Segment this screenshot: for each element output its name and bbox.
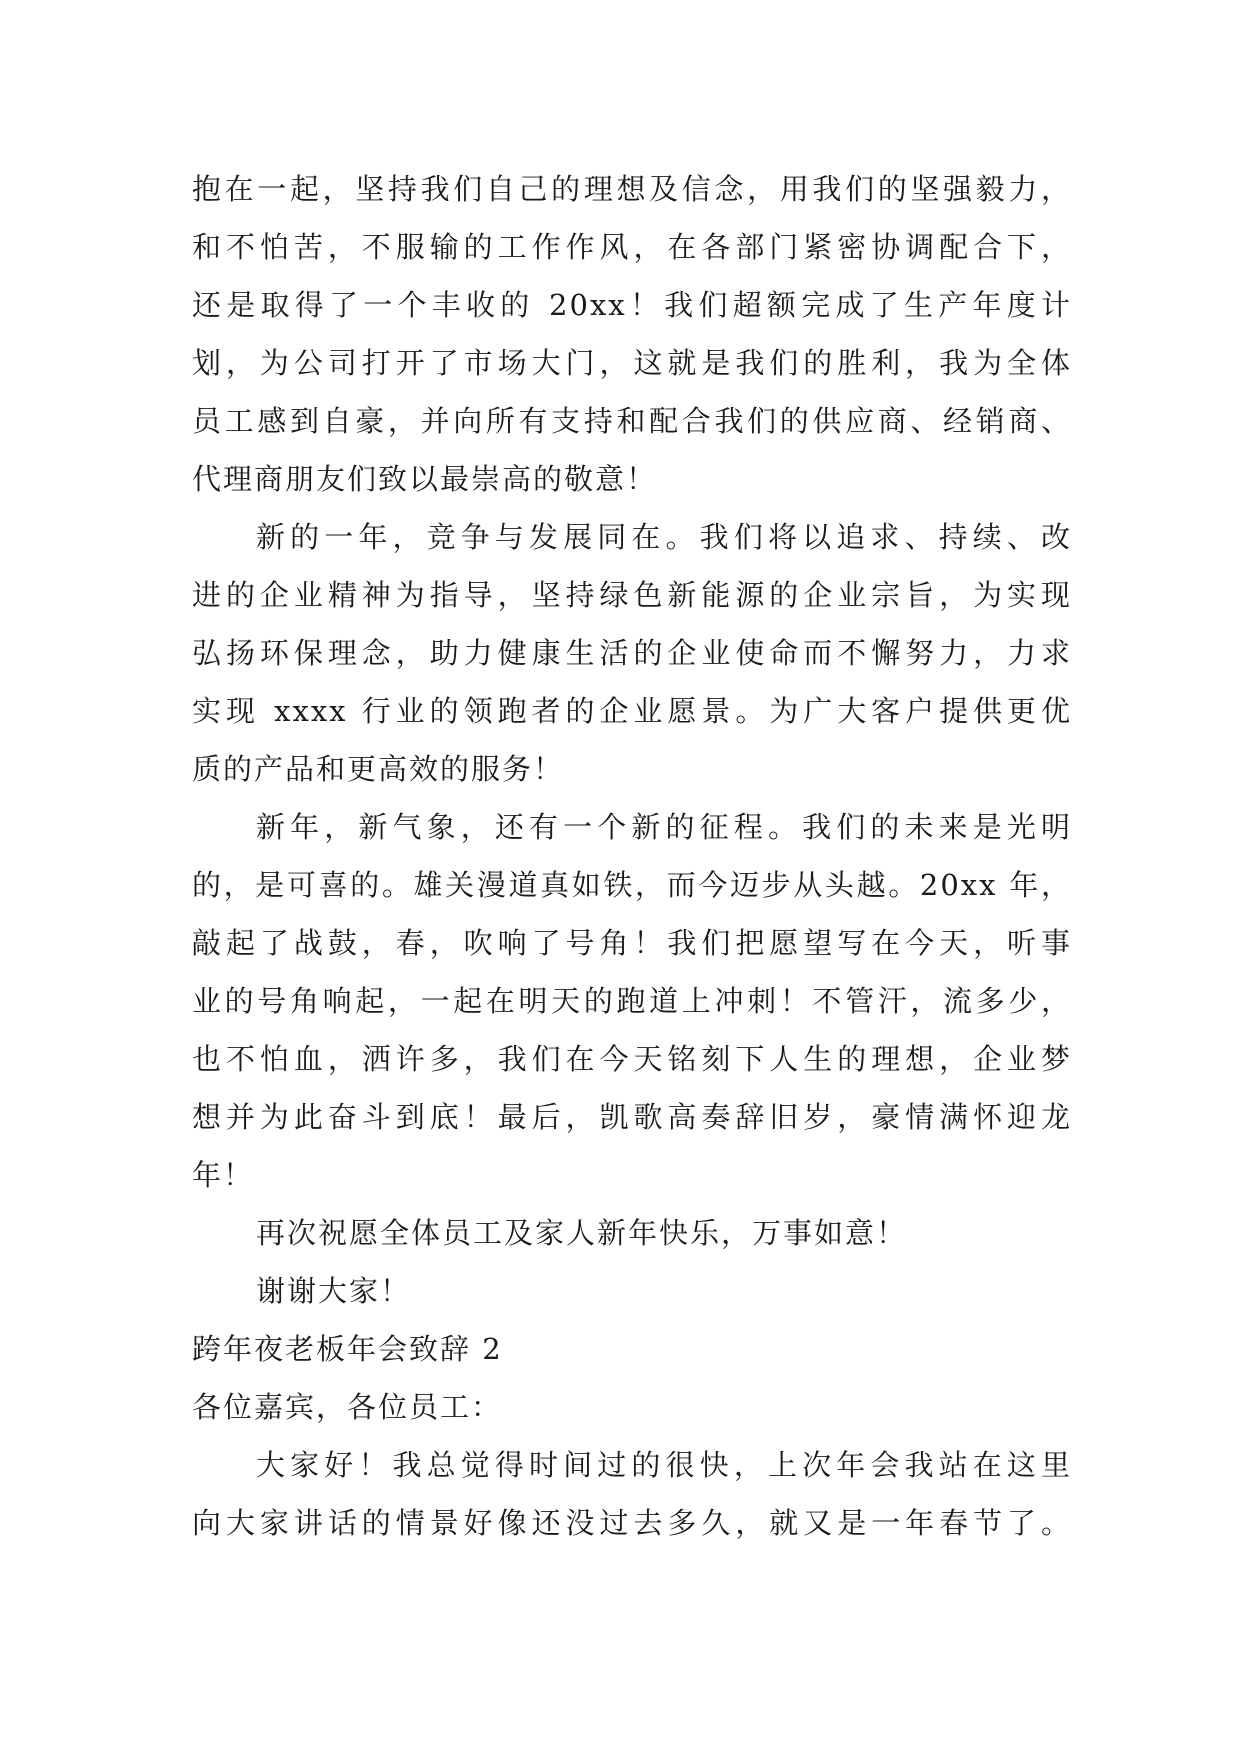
salutation: 各位嘉宾，各位员工：: [192, 1390, 503, 1424]
section-heading: 跨年夜老板年会致辞 2: [192, 1332, 503, 1366]
body-line: 年！: [192, 1158, 255, 1192]
body-line: 抱在一起，坚持我们自己的理想及信念，用我们的坚强毅力，: [192, 172, 1072, 206]
body-line: 质的产品和更高效的服务！: [192, 752, 565, 786]
body-line: 向大家讲话的情景好像还没过去多久，就又是一年春节了。: [192, 1506, 1072, 1540]
document-body: [192, 160, 1072, 1552]
paragraph-first-line: 新的一年，竞争与发展同在。我们将以追求、持续、改: [256, 520, 1072, 554]
closing-thanks: 谢谢大家！: [256, 1274, 412, 1308]
body-line: 和不怕苦，不服输的工作作风，在各部门紧密协调配合下，: [192, 230, 1072, 264]
body-line: 弘扬环保理念，助力健康生活的企业使命而不懈努力，力求: [192, 636, 1072, 670]
body-line: 员工感到自豪，并向所有支持和配合我们的供应商、经销商、: [192, 404, 1072, 438]
paragraph-first-line: 新年，新气象，还有一个新的征程。我们的未来是光明: [256, 810, 1072, 844]
body-line: 也不怕血，洒许多，我们在今天铭刻下人生的理想，企业梦: [192, 1042, 1072, 1076]
body-line: 的，是可喜的。雄关漫道真如铁，而今迈步从头越。20xx 年，: [192, 868, 1072, 902]
body-line: 进的企业精神为指导，坚持绿色新能源的企业宗旨，为实现: [192, 578, 1072, 612]
body-line: 想并为此奋斗到底！最后，凯歌高奏辞旧岁，豪情满怀迎龙: [192, 1100, 1072, 1134]
body-line: 业的号角响起，一起在明天的跑道上冲刺！不管汗，流多少，: [192, 984, 1072, 1018]
closing-wish: 再次祝愿全体员工及家人新年快乐，万事如意！: [256, 1216, 908, 1250]
body-line: 实现 xxxx 行业的领跑者的企业愿景。为广大客户提供更优: [192, 694, 1072, 728]
body-line: 敲起了战鼓，春，吹响了号角！我们把愿望写在今天，听事: [192, 926, 1072, 960]
paragraph-first-line: 大家好！我总觉得时间过的很快，上次年会我站在这里: [256, 1448, 1072, 1482]
body-line: 还是取得了一个丰收的 20xx！我们超额完成了生产年度计: [192, 288, 1072, 322]
body-line: 代理商朋友们致以最崇高的敬意！: [192, 462, 658, 496]
body-line: 划，为公司打开了市场大门，这就是我们的胜利，我为全体: [192, 346, 1072, 380]
